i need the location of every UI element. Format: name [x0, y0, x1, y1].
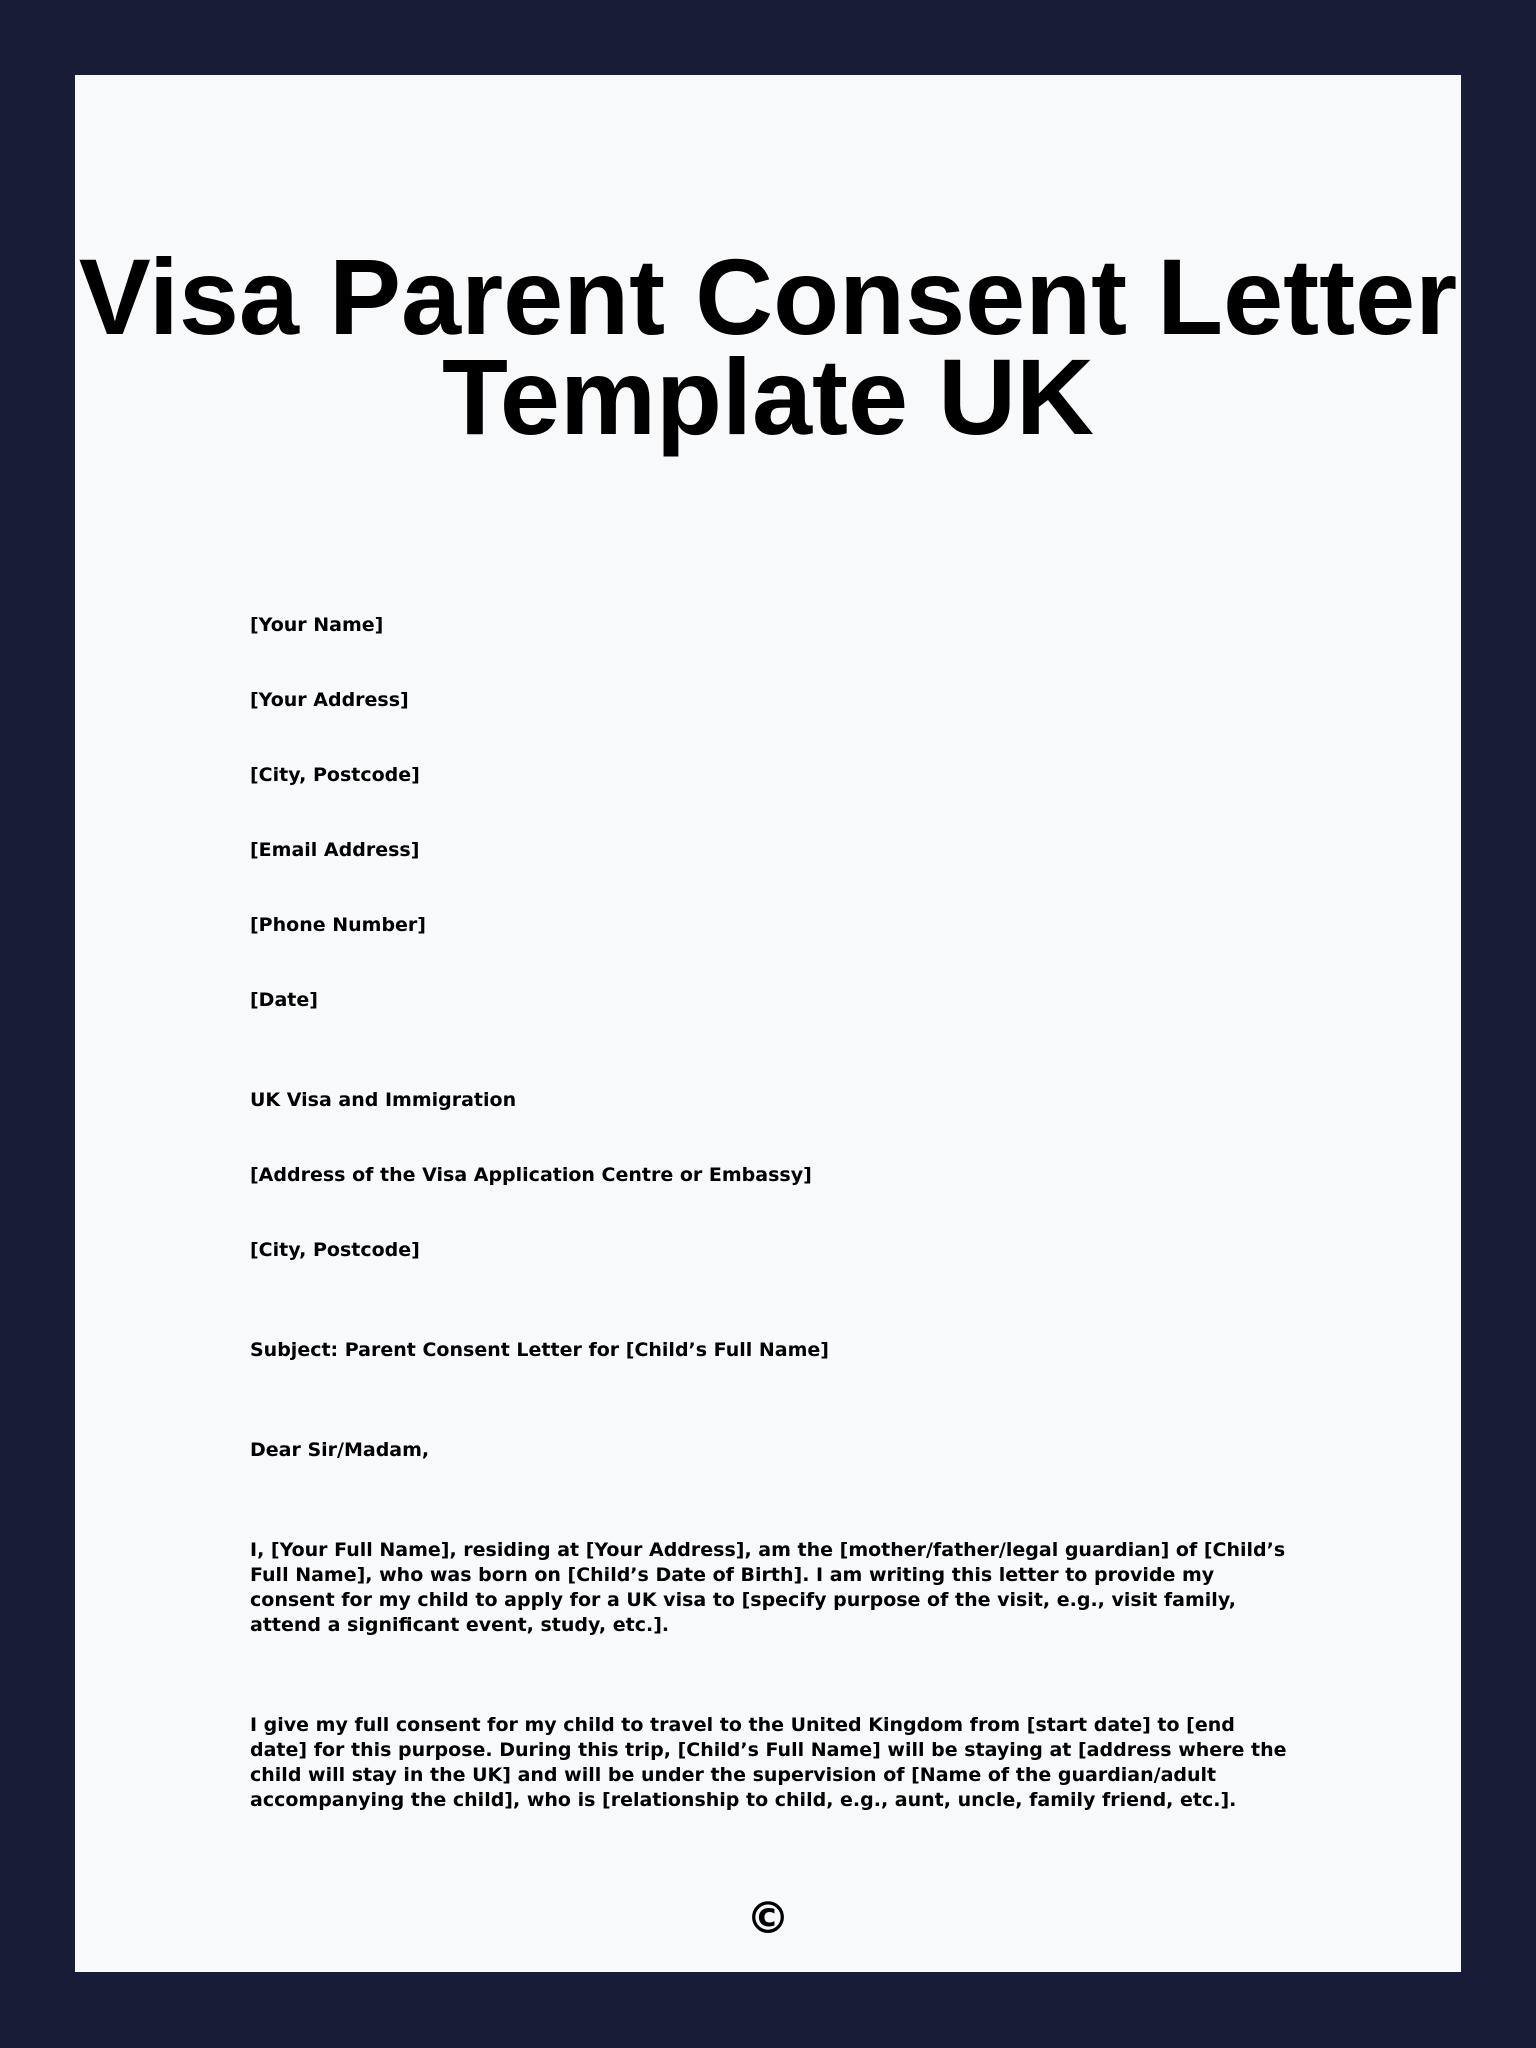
sender-email: [Email Address] — [250, 839, 420, 861]
sender-address: [Your Address] — [250, 689, 409, 711]
letter-date: [Date] — [250, 989, 318, 1011]
document-page — [75, 75, 1461, 1972]
recipient-city-postcode: [City, Postcode] — [250, 1239, 420, 1261]
copyright-icon: © — [746, 1893, 790, 1944]
letter-paragraph: I give my full consent for my child to travel to the United Kingdom from [start date] to [end date] for this purpose. During this trip, [Child’s Full Name] will be staying at [address where the child will stay in the UK] and will be under the supervision of [Name of the guardian/adult accompanying the child], who is [relationship to child, e.g., aunt, uncle, family friend, etc.]. — [250, 1714, 1287, 1811]
letter-subject: Subject: Parent Consent Letter for [Child’s Full Name] — [250, 1339, 829, 1361]
letter-paragraph: I, [Your Full Name], residing at [Your Address], am the [mother/father/legal guardian] of [Child’s Full Name], who was born on [Child’s Date of Birth]. I am writing this letter to provide my consent for my child to apply for a UK visa to [specify purpose of the visit, e.g., visit family, attend a significant event, study, etc.]. — [250, 1539, 1286, 1636]
sender-name: [Your Name] — [250, 614, 384, 636]
recipient-address: [Address of the Visa Application Centre or Embassy] — [250, 1164, 812, 1186]
sender-phone: [Phone Number] — [250, 914, 426, 936]
letter-salutation: Dear Sir/Madam, — [250, 1439, 430, 1461]
sender-city-postcode: [City, Postcode] — [250, 764, 420, 786]
recipient-name: UK Visa and Immigration — [250, 1089, 517, 1111]
page-title: Visa Parent Consent Letter Template UK — [78, 236, 1458, 457]
